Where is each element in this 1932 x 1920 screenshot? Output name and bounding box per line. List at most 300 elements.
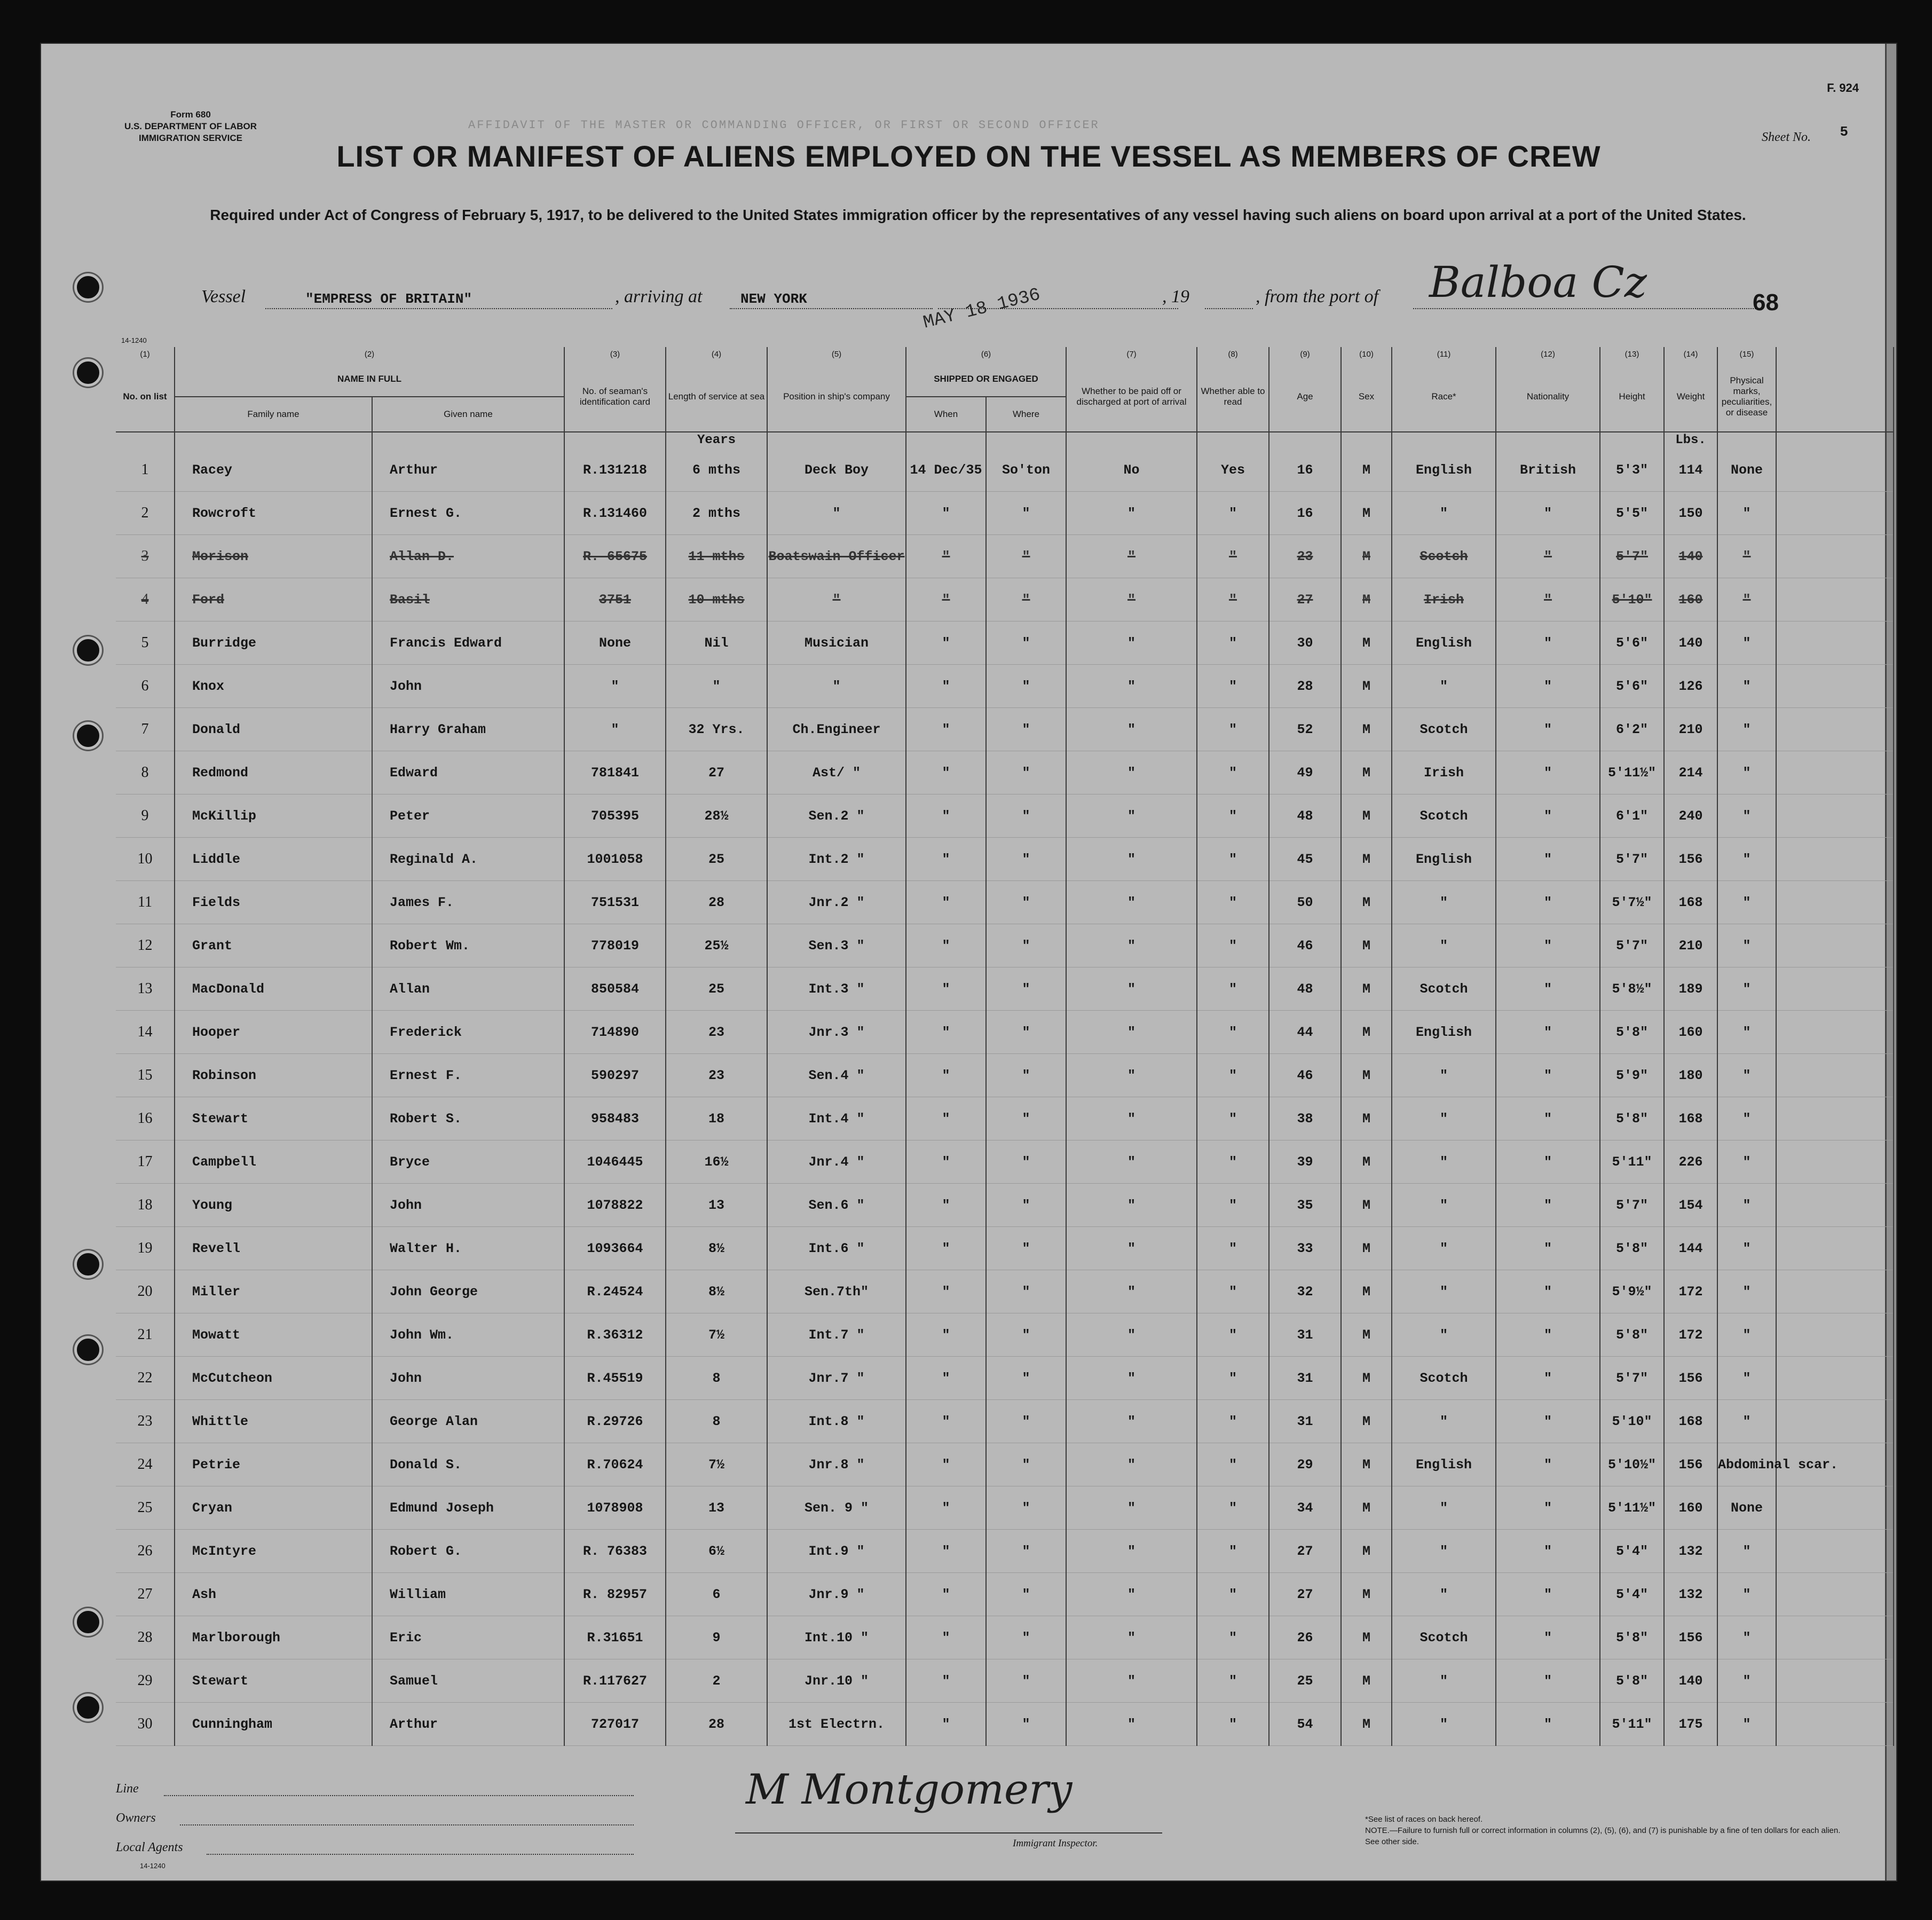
id-card: 850584 xyxy=(564,967,666,1011)
table-row xyxy=(116,838,1894,881)
shipped-when: " xyxy=(906,535,986,578)
family-name: Marlborough xyxy=(175,1616,372,1659)
length-of-service: 23 xyxy=(666,1011,767,1054)
height: 5'8½" xyxy=(1600,967,1664,1011)
race: English xyxy=(1392,1443,1496,1486)
physical-marks: " xyxy=(1717,1270,1776,1313)
given-name: Robert Wm. xyxy=(372,924,564,967)
paid-off: " xyxy=(1066,665,1197,708)
height: 5'8" xyxy=(1600,1097,1664,1140)
page-number: 68 xyxy=(1753,289,1779,316)
position: Ast/ " xyxy=(767,751,906,794)
race: " xyxy=(1392,1400,1496,1443)
physical-marks: " xyxy=(1717,794,1776,838)
shipped-when: " xyxy=(906,1703,986,1746)
family-name: Ash xyxy=(175,1573,372,1616)
position: Deck Boy xyxy=(767,448,906,492)
row-spacer xyxy=(1776,1659,1894,1703)
family-name: Grant xyxy=(175,924,372,967)
physical-marks: " xyxy=(1717,1184,1776,1227)
weight: 144 xyxy=(1664,1227,1717,1270)
nationality: " xyxy=(1496,1443,1600,1486)
col-number: (10) xyxy=(1341,347,1392,362)
race: " xyxy=(1392,1659,1496,1703)
sex: M xyxy=(1341,1703,1392,1746)
height: 5'7" xyxy=(1600,838,1664,881)
able-to-read: " xyxy=(1197,1054,1269,1097)
length-of-service: 25 xyxy=(666,838,767,881)
weight: 168 xyxy=(1664,1097,1717,1140)
nationality: " xyxy=(1496,1659,1600,1703)
able-to-read: " xyxy=(1197,1659,1269,1703)
row-number: 23 xyxy=(116,1400,175,1443)
shipped-where: " xyxy=(986,1443,1066,1486)
sex: M xyxy=(1341,794,1392,838)
table-row xyxy=(116,1140,1894,1184)
length-of-service: 7½ xyxy=(666,1313,767,1357)
family-name: Liddle xyxy=(175,838,372,881)
age: 26 xyxy=(1269,1616,1341,1659)
shipped-where: " xyxy=(986,1659,1066,1703)
race: " xyxy=(1392,665,1496,708)
table-row xyxy=(116,924,1894,967)
position: Sen.6 " xyxy=(767,1184,906,1227)
shipped-label: SHIPPED OR ENGAGED xyxy=(906,362,1066,397)
position: Jnr.8 " xyxy=(767,1443,906,1486)
id-card: 1001058 xyxy=(564,838,666,881)
shipped-when: " xyxy=(906,1011,986,1054)
paid-off: " xyxy=(1066,1011,1197,1054)
paid-off: " xyxy=(1066,578,1197,621)
id-card: R.45519 xyxy=(564,1357,666,1400)
fine-note: NOTE.—Failure to furnish full or correct information in columns (2), (5), (6), and (7) is punishable by a fine of ten dollars for each alien. See other side. xyxy=(1365,1826,1841,1846)
weight: 168 xyxy=(1664,1400,1717,1443)
length-of-service: 13 xyxy=(666,1486,767,1530)
paid-off: " xyxy=(1066,881,1197,924)
paid-off: " xyxy=(1066,1486,1197,1530)
year-line xyxy=(1205,287,1253,309)
given-name: Basil xyxy=(372,578,564,621)
height: 5'4" xyxy=(1600,1530,1664,1573)
shipped-when: " xyxy=(906,1270,986,1313)
date-stamp: MAY 18 1936 xyxy=(921,285,1043,334)
punch-hole xyxy=(74,359,102,387)
shipped-when: " xyxy=(906,1313,986,1357)
paid-off: " xyxy=(1066,1659,1197,1703)
id-card: 3751 xyxy=(564,578,666,621)
shipped-when: " xyxy=(906,1184,986,1227)
age: 49 xyxy=(1269,751,1341,794)
length-of-service: 8½ xyxy=(666,1270,767,1313)
sex: M xyxy=(1341,1184,1392,1227)
form-label: Form 680 xyxy=(170,109,211,120)
nationality: " xyxy=(1496,881,1600,924)
given-name: John xyxy=(372,665,564,708)
paid-off: " xyxy=(1066,794,1197,838)
race: Scotch xyxy=(1392,1616,1496,1659)
row-spacer xyxy=(1776,1270,1894,1313)
nationality: " xyxy=(1496,1140,1600,1184)
shipped-when: " xyxy=(906,708,986,751)
given-name: Allan D. xyxy=(372,535,564,578)
family-name: Young xyxy=(175,1184,372,1227)
length-of-service: 25 xyxy=(666,967,767,1011)
col-number: (6) xyxy=(906,347,1066,362)
paid-off: " xyxy=(1066,1573,1197,1616)
table-row xyxy=(116,448,1894,492)
shipped-where: " xyxy=(986,1616,1066,1659)
family-name: McIntyre xyxy=(175,1530,372,1573)
weight: 114 xyxy=(1664,448,1717,492)
length-of-service: 23 xyxy=(666,1054,767,1097)
id-card: 751531 xyxy=(564,881,666,924)
age: 27 xyxy=(1269,578,1341,621)
height: 5'6" xyxy=(1600,621,1664,665)
row-number: 3 xyxy=(116,535,175,578)
header-age: Age xyxy=(1269,362,1341,432)
col-number: (15) xyxy=(1717,347,1776,362)
row-spacer xyxy=(1776,794,1894,838)
sex: M xyxy=(1341,708,1392,751)
family-name: Campbell xyxy=(175,1140,372,1184)
table-row xyxy=(116,535,1894,578)
shipped-where: " xyxy=(986,838,1066,881)
length-of-service: 32 Yrs. xyxy=(666,708,767,751)
age: 29 xyxy=(1269,1443,1341,1486)
given-name: Eric xyxy=(372,1616,564,1659)
form-code-top: 14-1240 xyxy=(121,336,147,344)
paid-off: " xyxy=(1066,492,1197,535)
able-to-read: " xyxy=(1197,708,1269,751)
punch-hole xyxy=(74,722,102,750)
able-to-read: " xyxy=(1197,1227,1269,1270)
race: Scotch xyxy=(1392,967,1496,1011)
age: 48 xyxy=(1269,967,1341,1011)
position: Jnr.9 " xyxy=(767,1573,906,1616)
height: 5'11½" xyxy=(1600,751,1664,794)
physical-marks: " xyxy=(1717,621,1776,665)
race: " xyxy=(1392,1530,1496,1573)
length-of-service: Nil xyxy=(666,621,767,665)
sex: M xyxy=(1341,621,1392,665)
shipped-where: " xyxy=(986,1357,1066,1400)
weight: 168 xyxy=(1664,881,1717,924)
weight: 160 xyxy=(1664,1486,1717,1530)
row-number: 22 xyxy=(116,1357,175,1400)
family-name: Fields xyxy=(175,881,372,924)
row-number: 2 xyxy=(116,492,175,535)
height: 5'4" xyxy=(1600,1573,1664,1616)
row-spacer xyxy=(1776,1011,1894,1054)
table-row xyxy=(116,881,1894,924)
paid-off: " xyxy=(1066,838,1197,881)
given-name: Bryce xyxy=(372,1140,564,1184)
nationality: " xyxy=(1496,1616,1600,1659)
race: " xyxy=(1392,1054,1496,1097)
shipped-when: " xyxy=(906,1227,986,1270)
row-spacer xyxy=(1776,1357,1894,1400)
position: Sen. 9 " xyxy=(767,1486,906,1530)
weight: 132 xyxy=(1664,1530,1717,1573)
id-card: 958483 xyxy=(564,1097,666,1140)
col-number: (1) xyxy=(116,347,175,362)
length-of-service: 2 mths xyxy=(666,492,767,535)
position: Ch.Engineer xyxy=(767,708,906,751)
age: 44 xyxy=(1269,1011,1341,1054)
position: Sen.7th" xyxy=(767,1270,906,1313)
weight: 226 xyxy=(1664,1140,1717,1184)
shipped-where: " xyxy=(986,1530,1066,1573)
sex: M xyxy=(1341,1097,1392,1140)
sex: M xyxy=(1341,924,1392,967)
id-card: 1078822 xyxy=(564,1184,666,1227)
where-label: Where xyxy=(1012,409,1040,419)
sex: M xyxy=(1341,967,1392,1011)
age: 46 xyxy=(1269,1054,1341,1097)
given-name: George Alan xyxy=(372,1400,564,1443)
able-to-read: " xyxy=(1197,1573,1269,1616)
header-paid-off: Whether to be paid off or discharged at port of arrival xyxy=(1066,362,1197,432)
age: 38 xyxy=(1269,1097,1341,1140)
height: 5'10½" xyxy=(1600,1443,1664,1486)
header-able-read: Whether able to read xyxy=(1197,362,1269,432)
table-row xyxy=(116,1097,1894,1140)
nationality: " xyxy=(1496,621,1600,665)
able-to-read: " xyxy=(1197,1097,1269,1140)
row-spacer xyxy=(1776,1140,1894,1184)
table-row xyxy=(116,1227,1894,1270)
row-number: 18 xyxy=(116,1184,175,1227)
physical-marks: " xyxy=(1717,1054,1776,1097)
faint-affidavit-text: AFFIDAVIT OF THE MASTER OR COMMANDING OFFICER, OR FIRST OR SECOND OFFICER xyxy=(468,119,1100,132)
header-physical-marks: Physical marks, peculiarities, or disease xyxy=(1717,362,1776,432)
shipped-when: " xyxy=(906,794,986,838)
line-label: Line xyxy=(116,1782,139,1796)
paid-off: " xyxy=(1066,924,1197,967)
header-no-on-list: No. on list xyxy=(116,362,175,432)
height: 5'8" xyxy=(1600,1227,1664,1270)
nationality: " xyxy=(1496,1270,1600,1313)
age: 33 xyxy=(1269,1227,1341,1270)
row-spacer xyxy=(1776,924,1894,967)
row-number: 13 xyxy=(116,967,175,1011)
header-length-service: Length of service at sea xyxy=(666,362,767,432)
shipped-when: " xyxy=(906,492,986,535)
height: 5'11½" xyxy=(1600,1486,1664,1530)
family-name: McKillip xyxy=(175,794,372,838)
name-in-full-label: NAME IN FULL xyxy=(175,362,564,397)
shipped-when: 14 Dec/35 xyxy=(906,448,986,492)
age: 45 xyxy=(1269,838,1341,881)
family-name: Whittle xyxy=(175,1400,372,1443)
table-row xyxy=(116,1011,1894,1054)
position: Musician xyxy=(767,621,906,665)
nationality: " xyxy=(1496,1054,1600,1097)
table-row xyxy=(116,1400,1894,1443)
race: English xyxy=(1392,448,1496,492)
id-card: 1093664 xyxy=(564,1227,666,1270)
shipped-where: " xyxy=(986,1140,1066,1184)
col-number: (4) xyxy=(666,347,767,362)
row-number: 6 xyxy=(116,665,175,708)
family-name: Redmond xyxy=(175,751,372,794)
nationality: " xyxy=(1496,1703,1600,1746)
punch-hole xyxy=(74,1694,102,1721)
age: 46 xyxy=(1269,924,1341,967)
paid-off: " xyxy=(1066,708,1197,751)
table-row xyxy=(116,492,1894,535)
shipped-when: " xyxy=(906,1659,986,1703)
sex: M xyxy=(1341,665,1392,708)
id-card: 705395 xyxy=(564,794,666,838)
height: 5'10" xyxy=(1600,1400,1664,1443)
physical-marks: " xyxy=(1717,1530,1776,1573)
nationality: " xyxy=(1496,838,1600,881)
physical-marks: " xyxy=(1717,1227,1776,1270)
lbs-unit: Lbs. xyxy=(1664,432,1717,448)
weight: 172 xyxy=(1664,1313,1717,1357)
length-of-service: 9 xyxy=(666,1616,767,1659)
family-name: Rowcroft xyxy=(175,492,372,535)
age: 27 xyxy=(1269,1530,1341,1573)
position: Sen.4 " xyxy=(767,1054,906,1097)
physical-marks: Abdominal scar. xyxy=(1717,1443,1776,1486)
given-name: Arthur xyxy=(372,448,564,492)
local-agents-dotted xyxy=(207,1854,634,1855)
id-card: 781841 xyxy=(564,751,666,794)
inspector-signature: M Montgomery xyxy=(746,1766,1073,1814)
shipped-where: " xyxy=(986,578,1066,621)
row-number: 17 xyxy=(116,1140,175,1184)
height: 5'7" xyxy=(1600,924,1664,967)
shipped-when: " xyxy=(906,924,986,967)
paid-off: " xyxy=(1066,1530,1197,1573)
position: Jnr.7 " xyxy=(767,1357,906,1400)
length-of-service: 11 mths xyxy=(666,535,767,578)
weight: 210 xyxy=(1664,708,1717,751)
row-number: 15 xyxy=(116,1054,175,1097)
able-to-read: " xyxy=(1197,578,1269,621)
row-spacer xyxy=(1776,838,1894,881)
length-of-service: " xyxy=(666,665,767,708)
position: Sen.3 " xyxy=(767,924,906,967)
age: 52 xyxy=(1269,708,1341,751)
given-name: Francis Edward xyxy=(372,621,564,665)
units-row xyxy=(116,432,1894,448)
id-card: R.70624 xyxy=(564,1443,666,1486)
year-label: , 19 xyxy=(1162,287,1189,306)
length-of-service: 2 xyxy=(666,1659,767,1703)
physical-marks: " xyxy=(1717,492,1776,535)
age: 48 xyxy=(1269,794,1341,838)
physical-marks: " xyxy=(1717,1097,1776,1140)
age: 39 xyxy=(1269,1140,1341,1184)
paid-off: " xyxy=(1066,1097,1197,1140)
shipped-when: " xyxy=(906,1486,986,1530)
shipped-where: " xyxy=(986,708,1066,751)
name-subheaders xyxy=(175,397,564,431)
physical-marks: " xyxy=(1717,838,1776,881)
position: Jnr.4 " xyxy=(767,1140,906,1184)
table-row xyxy=(116,621,1894,665)
race-note: *See list of races on back hereof. xyxy=(1365,1815,1483,1824)
family-name: Burridge xyxy=(175,621,372,665)
able-to-read: " xyxy=(1197,1486,1269,1530)
col-number: (12) xyxy=(1496,347,1600,362)
paid-off: " xyxy=(1066,1616,1197,1659)
punch-hole xyxy=(74,1250,102,1278)
position: 1st Electrn. xyxy=(767,1703,906,1746)
table-row xyxy=(116,578,1894,621)
id-card: 778019 xyxy=(564,924,666,967)
position: " xyxy=(767,665,906,708)
race: " xyxy=(1392,492,1496,535)
family-name: McCutcheon xyxy=(175,1357,372,1400)
physical-marks: " xyxy=(1717,1140,1776,1184)
id-card: R.29726 xyxy=(564,1400,666,1443)
age: 31 xyxy=(1269,1400,1341,1443)
height: 5'7½" xyxy=(1600,881,1664,924)
nationality: " xyxy=(1496,578,1600,621)
id-card: 590297 xyxy=(564,1054,666,1097)
race: " xyxy=(1392,1140,1496,1184)
able-to-read: " xyxy=(1197,881,1269,924)
given-name: Walter H. xyxy=(372,1227,564,1270)
given-name: John xyxy=(372,1184,564,1227)
table-row xyxy=(116,1054,1894,1097)
when-label: When xyxy=(906,397,987,431)
id-card: " xyxy=(564,708,666,751)
able-to-read: " xyxy=(1197,1270,1269,1313)
paid-off: " xyxy=(1066,621,1197,665)
form-code-bottom: 14-1240 xyxy=(140,1862,165,1870)
height: 5'8" xyxy=(1600,1313,1664,1357)
table-row xyxy=(116,1357,1894,1400)
arriving-label: , arriving at xyxy=(615,287,703,306)
form-number: F. 924 xyxy=(1827,81,1859,95)
length-of-service: 10 mths xyxy=(666,578,767,621)
length-of-service: 28 xyxy=(666,881,767,924)
row-number: 26 xyxy=(116,1530,175,1573)
weight: 175 xyxy=(1664,1703,1717,1746)
age: 30 xyxy=(1269,621,1341,665)
shipped-when: " xyxy=(906,1616,986,1659)
nationality: " xyxy=(1496,1011,1600,1054)
physical-marks: " xyxy=(1717,535,1776,578)
shipped-subheaders xyxy=(906,397,1066,431)
weight: 154 xyxy=(1664,1184,1717,1227)
row-number: 16 xyxy=(116,1097,175,1140)
row-spacer xyxy=(1776,1703,1894,1746)
row-number: 5 xyxy=(116,621,175,665)
age: 50 xyxy=(1269,881,1341,924)
service-label: IMMIGRATION SERVICE xyxy=(139,133,242,143)
row-number: 11 xyxy=(116,881,175,924)
paid-off: No xyxy=(1066,448,1197,492)
position: Int.4 " xyxy=(767,1097,906,1140)
col-number: (9) xyxy=(1269,347,1341,362)
able-to-read: " xyxy=(1197,1443,1269,1486)
sex: M xyxy=(1341,1616,1392,1659)
age: 23 xyxy=(1269,535,1341,578)
footnote xyxy=(1365,1814,1856,1847)
sex: M xyxy=(1341,838,1392,881)
weight: 156 xyxy=(1664,1616,1717,1659)
shipped-where: " xyxy=(986,1313,1066,1357)
nationality: " xyxy=(1496,967,1600,1011)
sex: M xyxy=(1341,535,1392,578)
header-race: Race* xyxy=(1392,362,1496,432)
